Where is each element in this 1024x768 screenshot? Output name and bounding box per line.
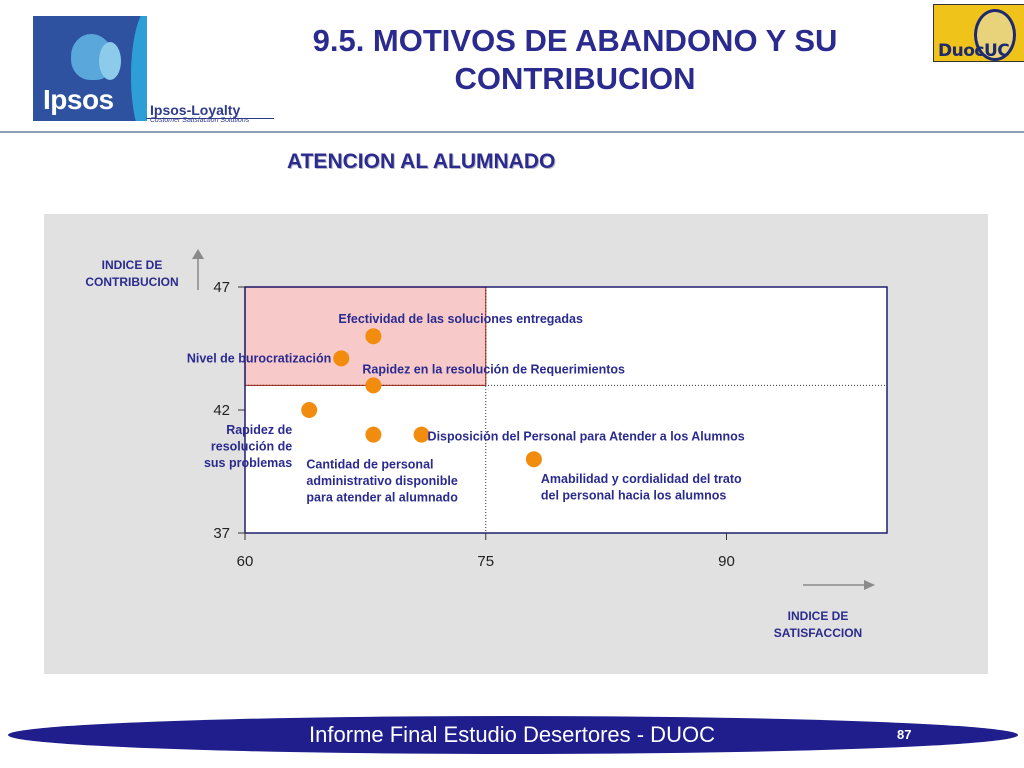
data-point [333, 350, 349, 366]
data-point-label-line: Cantidad de personal [306, 457, 434, 472]
data-point [301, 402, 317, 418]
data-point-label-line: para atender al alumnado [306, 490, 458, 505]
data-point-label-line: Rapidez de [226, 423, 293, 437]
loyalty-title: Ipsos-Loyalty [150, 102, 241, 118]
data-point [365, 328, 381, 344]
x-axis-arrow-icon [864, 580, 875, 590]
data-point-label [428, 430, 745, 444]
footer-text: Informe Final Estudio Desertores - DUOC [309, 722, 715, 747]
y-tick-label: 42 [213, 402, 230, 419]
x-tick-label: 75 [477, 553, 495, 570]
y-tick-label: 47 [213, 279, 230, 296]
data-point-label-line: Disposición del Personal para Atender a los Alumnos [427, 429, 745, 444]
data-point-label-line: Efectividad de las soluciones entregadas [338, 312, 583, 327]
x-tick-label: 60 [236, 553, 254, 570]
x-axis-title: INDICE DE SATISFACCION [773, 609, 863, 640]
data-point [365, 377, 381, 393]
data-point-label-line: resolución de [210, 439, 293, 454]
ipsos-logo-text: Ipsos [43, 84, 114, 115]
data-point [526, 451, 542, 467]
loyalty-tagline: Customer Satisfaction Solutions [150, 117, 250, 124]
data-point-label-line: sus problemas [203, 456, 293, 470]
y-axis-title: INDICE DE CONTRIBUCION [85, 258, 179, 289]
x-tick-label: 90 [718, 553, 735, 570]
page-number: 87 [897, 727, 912, 742]
data-point [365, 427, 381, 443]
data-point-label [362, 362, 625, 376]
data-point-label [338, 312, 583, 326]
chart-subtitle: ATENCION AL ALUMNADO [287, 150, 556, 173]
data-point-label-line: administrativo disponible [306, 474, 458, 489]
duoc-logo-text: DuocUC [938, 41, 1010, 61]
page-title: 9.5. MOTIVOS DE ABANDONO Y SU CONTRIBUCION [312, 23, 838, 96]
data-point-label [187, 351, 331, 365]
data-point-label-line: Rapidez en la resolución de Requerimientos [362, 362, 625, 377]
data-point-label-line: del personal hacia los alumnos [540, 488, 727, 503]
data-point-label [204, 423, 292, 470]
y-tick-label: 37 [213, 525, 230, 542]
y-axis-arrow-icon [192, 249, 204, 259]
data-point-label-line: Nivel de burocratización [186, 351, 332, 366]
data-point-label-line: Amabilidad y cordialidad del trato [540, 472, 742, 487]
